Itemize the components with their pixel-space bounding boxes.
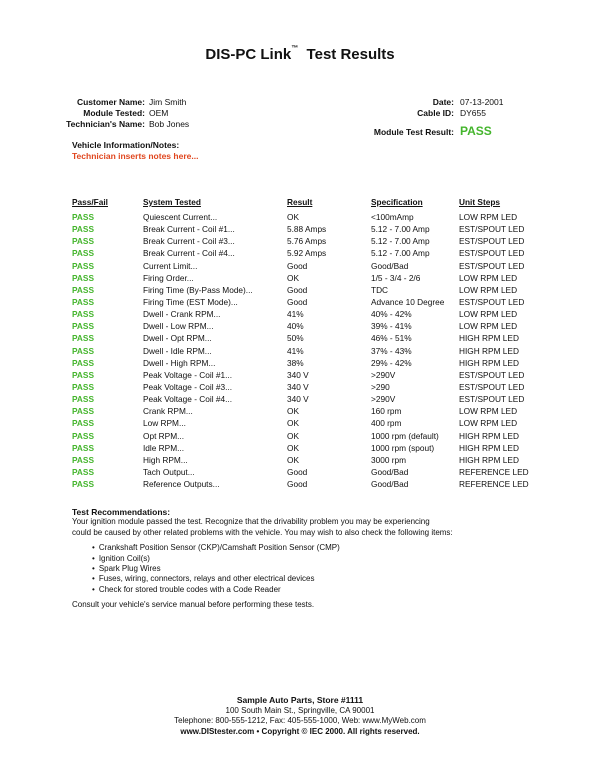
pass-fail-cell: PASS	[72, 272, 94, 283]
system-tested-cell: Dwell - Idle RPM...	[143, 345, 212, 356]
unit-steps-cell: EST/SPOUT LED	[459, 224, 525, 235]
result-cell: 340 V	[287, 369, 309, 380]
recommendations-line-2: could be caused by other related problems with the vehicle. You may wish to also check the following items:	[72, 527, 453, 537]
unit-steps-cell: LOW RPM LED	[459, 406, 518, 417]
result-cell: Good	[287, 260, 308, 271]
table-row	[72, 466, 549, 478]
system-tested-cell: Current Limit...	[143, 260, 198, 271]
table-row	[72, 430, 549, 442]
table-row	[72, 345, 549, 357]
pass-fail-cell: PASS	[72, 369, 94, 380]
system-tested-cell: Peak Voltage - Coil #1...	[143, 369, 233, 380]
footer-copyright: www.DIStester.com • Copyright © IEC 2000. All rights reserved.	[180, 726, 420, 736]
pass-fail-cell: PASS	[72, 394, 94, 405]
table-row	[72, 260, 549, 272]
result-cell: 5.76 Amps	[287, 236, 327, 247]
system-tested-cell: Peak Voltage - Coil #3...	[143, 382, 233, 393]
pass-fail-cell: PASS	[72, 224, 94, 235]
table-row	[72, 332, 549, 344]
table-row	[72, 381, 549, 393]
table-row	[72, 320, 549, 332]
table-row	[72, 223, 549, 235]
system-tested-cell: Firing Time (By-Pass Mode)...	[143, 284, 253, 295]
pass-fail-cell: PASS	[72, 309, 94, 320]
table-row	[72, 454, 549, 466]
table-row	[72, 357, 549, 369]
header-result: Result	[287, 197, 313, 207]
unit-steps-cell: HIGH RPM LED	[459, 357, 519, 368]
table-row	[72, 247, 549, 259]
pass-fail-cell: PASS	[72, 418, 94, 429]
specification-cell: 1000 rpm (default)	[371, 430, 439, 441]
specification-cell: 1/5 - 3/4 - 2/6	[371, 272, 421, 283]
result-cell: 340 V	[287, 394, 309, 405]
system-tested-cell: Tach Output...	[143, 467, 195, 478]
result-cell: 5.92 Amps	[287, 248, 327, 259]
specification-cell: 5.12 - 7.00 Amp	[371, 236, 430, 247]
system-tested-cell: Break Current - Coil #4...	[143, 248, 235, 259]
system-tested-cell: Crank RPM...	[143, 406, 193, 417]
pass-fail-cell: PASS	[72, 333, 94, 344]
title-suffix: Test Results	[306, 46, 395, 63]
system-tested-cell: Break Current - Coil #1...	[143, 224, 235, 235]
pass-fail-cell: PASS	[72, 479, 94, 490]
result-cell: OK	[287, 212, 299, 223]
recommendations-list	[72, 543, 562, 595]
consult-manual-note: Consult your vehicle's service manual before performing these tests.	[72, 600, 315, 610]
module-tested-label: Module Tested:	[83, 108, 145, 118]
vehicle-notes	[72, 140, 198, 162]
result-cell: OK	[287, 272, 299, 283]
technician-name-value: Bob Jones	[149, 119, 190, 129]
customer-name-value: Jim Smith	[149, 97, 187, 107]
unit-steps-cell: LOW RPM LED	[459, 284, 518, 295]
trademark-symbol: ™	[291, 45, 299, 52]
table-row	[72, 296, 549, 308]
table-row	[72, 211, 549, 223]
unit-steps-cell: EST/SPOUT LED	[459, 297, 525, 308]
unit-steps-cell: LOW RPM LED	[459, 212, 518, 223]
pass-fail-cell: PASS	[72, 430, 94, 441]
module-test-result	[340, 124, 492, 138]
pass-fail-cell: PASS	[72, 406, 94, 417]
cable-id-label: Cable ID:	[417, 108, 454, 118]
pass-fail-cell: PASS	[72, 284, 94, 295]
pass-fail-cell: PASS	[72, 357, 94, 368]
pass-fail-cell: PASS	[72, 260, 94, 271]
system-tested-cell: High RPM...	[143, 454, 188, 465]
module-test-result-label: Module Test Result:	[373, 127, 454, 137]
header-specification: Specification	[371, 197, 423, 207]
test-meta	[340, 97, 503, 119]
recommendation-item: • Check for stored trouble codes with a Code Reader	[92, 585, 562, 595]
pass-fail-cell: PASS	[72, 467, 94, 478]
test-recommendations	[72, 507, 562, 611]
customer-name-label: Customer Name:	[76, 97, 145, 107]
system-tested-cell: Dwell - High RPM...	[143, 357, 216, 368]
specification-cell: 40% - 42%	[371, 309, 412, 320]
vehicle-notes-heading: Vehicle Information/Notes:	[72, 140, 180, 150]
cable-id-value: DY655	[460, 108, 486, 118]
unit-steps-cell: EST/SPOUT LED	[459, 248, 525, 259]
header-system-tested: System Tested	[143, 197, 201, 207]
system-tested-cell: Dwell - Crank RPM...	[143, 309, 221, 320]
unit-steps-cell: HIGH RPM LED	[459, 333, 519, 344]
specification-cell: 29% - 42%	[371, 357, 412, 368]
unit-steps-cell: LOW RPM LED	[459, 418, 518, 429]
specification-cell: 5.12 - 7.00 Amp	[371, 224, 430, 235]
result-cell: 41%	[287, 345, 304, 356]
title-text: DIS-PC Link	[205, 46, 292, 63]
system-tested-cell: Dwell - Opt RPM...	[143, 333, 212, 344]
system-tested-cell: Reference Outputs...	[143, 479, 220, 490]
table-row	[72, 405, 549, 417]
system-tested-cell: Idle RPM...	[143, 442, 185, 453]
results-table	[72, 197, 549, 490]
results-header-row	[72, 197, 549, 211]
recommendation-item: • Ignition Coil(s)	[92, 554, 562, 564]
pass-fail-cell: PASS	[72, 345, 94, 356]
specification-cell: <100mAmp	[371, 212, 414, 223]
pass-fail-cell: PASS	[72, 297, 94, 308]
recommendation-item: • Fuses, wiring, connectors, relays and other electrical devices	[92, 574, 562, 584]
specification-cell: Good/Bad	[371, 467, 409, 478]
footer-contact: Telephone: 800-555-1212, Fax: 405-555-1000, Web: www.MyWeb.com	[174, 716, 426, 725]
system-tested-cell: Break Current - Coil #3...	[143, 236, 235, 247]
pass-fail-cell: PASS	[72, 382, 94, 393]
specification-cell: 46% - 51%	[371, 333, 412, 344]
pass-fail-cell: PASS	[72, 454, 94, 465]
specification-cell: 160 rpm	[371, 406, 402, 417]
specification-cell: 400 rpm	[371, 418, 402, 429]
system-tested-cell: Low RPM...	[143, 418, 186, 429]
specification-cell: Good/Bad	[371, 260, 409, 271]
table-row	[72, 369, 549, 381]
result-cell: Good	[287, 297, 308, 308]
specification-cell: >290V	[371, 369, 396, 380]
result-cell: 5.88 Amps	[287, 224, 327, 235]
specification-cell: 39% - 41%	[371, 321, 412, 332]
unit-steps-cell: REFERENCE LED	[459, 479, 529, 490]
technician-name-label: Technician's Name:	[66, 119, 145, 129]
result-cell: 41%	[287, 309, 304, 320]
unit-steps-cell: HIGH RPM LED	[459, 442, 519, 453]
date-label: Date:	[432, 97, 454, 107]
result-cell: Good	[287, 467, 308, 478]
unit-steps-cell: EST/SPOUT LED	[459, 260, 525, 271]
system-tested-cell: Firing Time (EST Mode)...	[143, 297, 238, 308]
result-cell: Good	[287, 479, 308, 490]
result-cell: OK	[287, 430, 299, 441]
specification-cell: 3000 rpm	[371, 454, 407, 465]
table-row	[72, 417, 549, 429]
unit-steps-cell: EST/SPOUT LED	[459, 394, 525, 405]
pass-fail-cell: PASS	[72, 248, 94, 259]
specification-cell: >290V	[371, 394, 396, 405]
unit-steps-cell: EST/SPOUT LED	[459, 382, 525, 393]
table-row	[72, 272, 549, 284]
specification-cell: Good/Bad	[371, 479, 409, 490]
unit-steps-cell: HIGH RPM LED	[459, 430, 519, 441]
specification-cell: TDC	[371, 284, 389, 295]
table-row	[72, 308, 549, 320]
recommendations-heading: Test Recommendations:	[72, 507, 171, 517]
unit-steps-cell: LOW RPM LED	[459, 321, 518, 332]
result-cell: 40%	[287, 321, 304, 332]
result-cell: OK	[287, 418, 299, 429]
system-tested-cell: Peak Voltage - Coil #4...	[143, 394, 233, 405]
unit-steps-cell: EST/SPOUT LED	[459, 236, 525, 247]
footer	[0, 695, 600, 737]
pass-fail-cell: PASS	[72, 442, 94, 453]
result-cell: 50%	[287, 333, 304, 344]
pass-fail-cell: PASS	[72, 212, 94, 223]
unit-steps-cell: HIGH RPM LED	[459, 345, 519, 356]
result-cell: Good	[287, 284, 308, 295]
unit-steps-cell: REFERENCE LED	[459, 467, 529, 478]
system-tested-cell: Dwell - Low RPM...	[143, 321, 214, 332]
unit-steps-cell: HIGH RPM LED	[459, 454, 519, 465]
pass-fail-cell: PASS	[72, 321, 94, 332]
page-title	[0, 46, 600, 63]
footer-address: 100 South Main St., Springville, CA 90001	[225, 705, 375, 715]
table-row	[72, 442, 549, 454]
unit-steps-cell: EST/SPOUT LED	[459, 369, 525, 380]
specification-cell: Advance 10 Degree	[371, 297, 445, 308]
result-cell: OK	[287, 442, 299, 453]
recommendations-line-1: Your ignition module passed the test. Recognize that the drivability problem you may be experiencing	[72, 517, 430, 527]
customer-info	[60, 97, 189, 130]
footer-store-name: Sample Auto Parts, Store #1111	[236, 695, 364, 705]
specification-cell: 5.12 - 7.00 Amp	[371, 248, 430, 259]
unit-steps-cell: LOW RPM LED	[459, 309, 518, 320]
recommendation-item: • Crankshaft Position Sensor (CKP)/Camshaft Position Sensor (CMP)	[92, 543, 562, 553]
pass-fail-cell: PASS	[72, 236, 94, 247]
module-test-result-value: PASS	[460, 124, 492, 138]
table-row	[72, 393, 549, 405]
result-cell: OK	[287, 406, 299, 417]
results-body	[72, 211, 549, 490]
recommendation-item: • Spark Plug Wires	[92, 564, 562, 574]
table-row	[72, 478, 549, 490]
result-cell: 340 V	[287, 382, 309, 393]
system-tested-cell: Firing Order...	[143, 272, 194, 283]
specification-cell: >290	[371, 382, 390, 393]
result-cell: 38%	[287, 357, 304, 368]
system-tested-cell: Opt RPM...	[143, 430, 185, 441]
header-pass-fail: Pass/Fail	[72, 197, 108, 207]
system-tested-cell: Quiescent Current...	[143, 212, 218, 223]
unit-steps-cell: LOW RPM LED	[459, 272, 518, 283]
module-tested-value: OEM	[149, 108, 169, 118]
result-cell: OK	[287, 454, 299, 465]
header-unit-steps: Unit Steps	[459, 197, 501, 207]
table-row	[72, 284, 549, 296]
specification-cell: 37% - 43%	[371, 345, 412, 356]
table-row	[72, 235, 549, 247]
vehicle-notes-text: Technician inserts notes here...	[72, 151, 199, 161]
specification-cell: 1000 rpm (spout)	[371, 442, 435, 453]
date-value: 07-13-2001	[460, 97, 504, 107]
